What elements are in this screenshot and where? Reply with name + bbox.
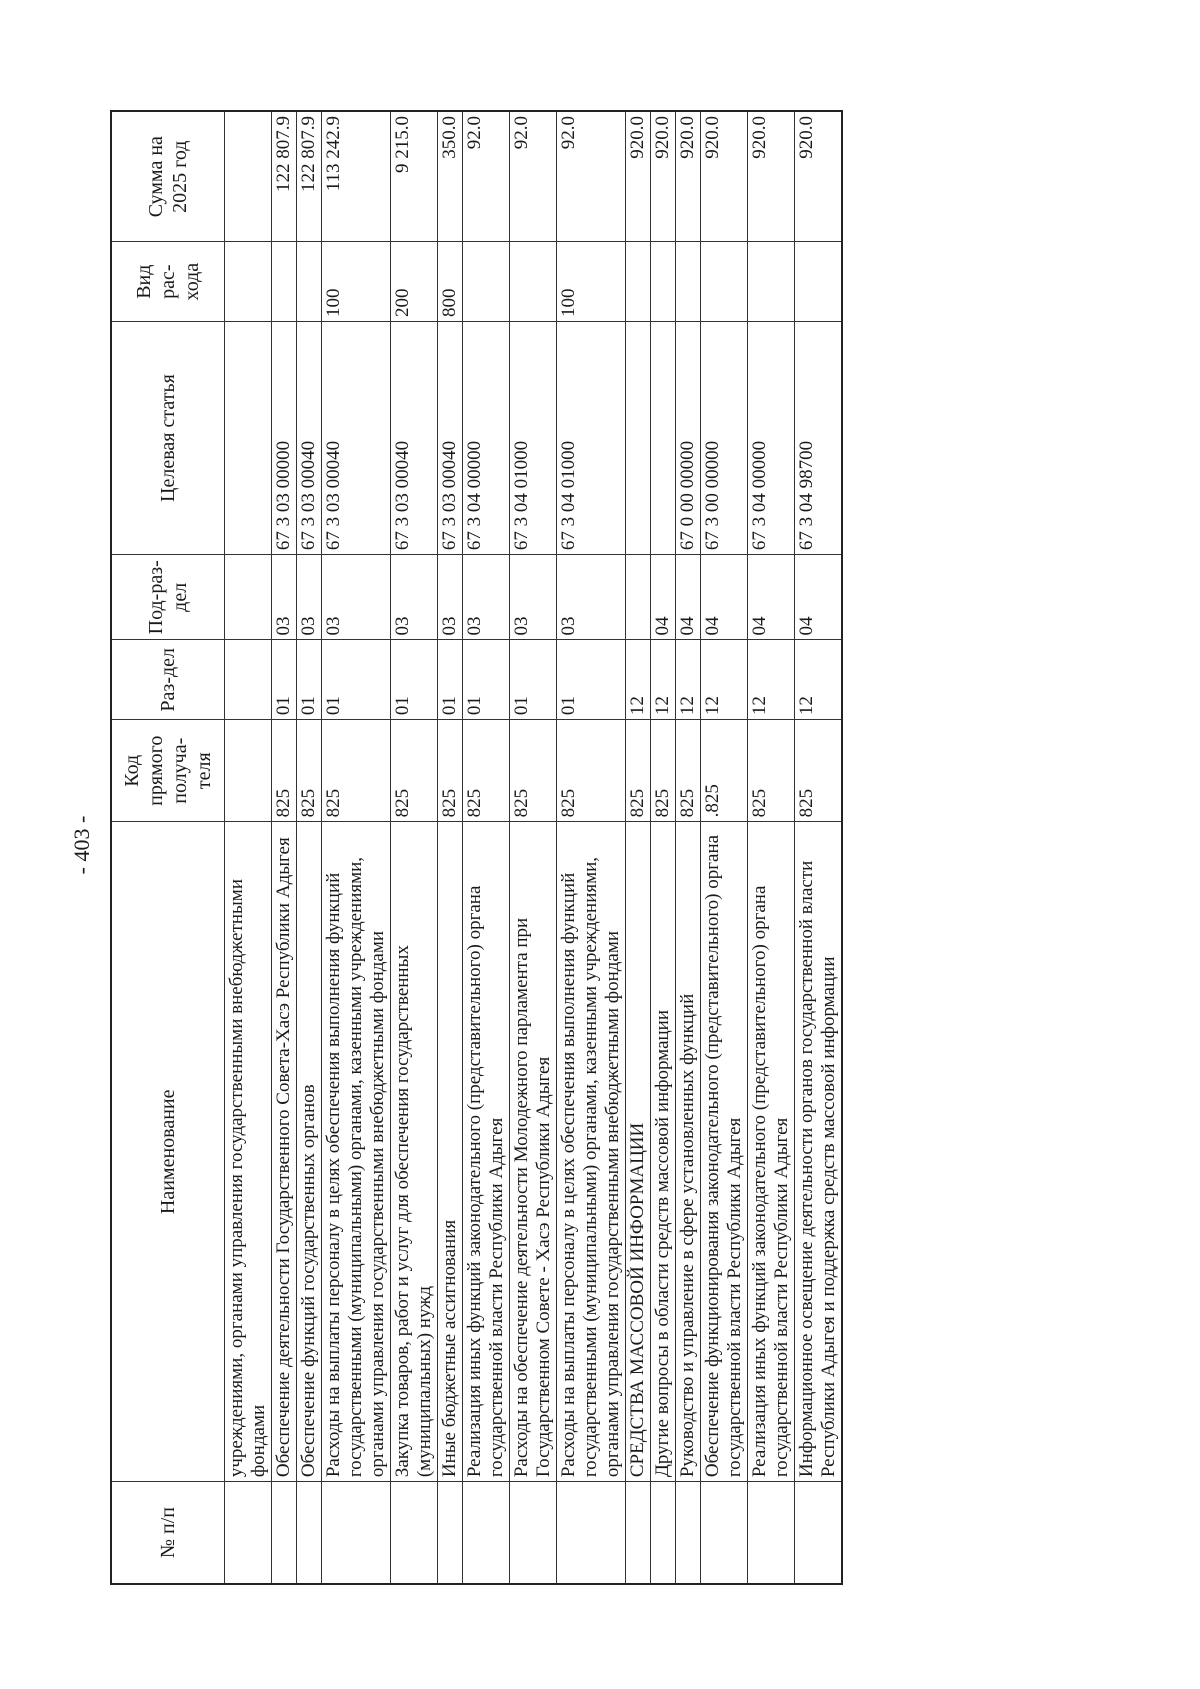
cell-num bbox=[463, 1482, 510, 1584]
cell-target bbox=[651, 321, 676, 554]
cell-code: 825 bbox=[463, 720, 510, 822]
cell-section: 01 bbox=[463, 640, 510, 720]
cell-target bbox=[225, 321, 272, 554]
table-row bbox=[272, 111, 297, 1584]
cell-sum: 920.0 bbox=[651, 111, 676, 242]
table-row bbox=[463, 111, 510, 1584]
cell-target: 67 3 04 00000 bbox=[748, 321, 795, 554]
cell-subsection: 04 bbox=[701, 555, 748, 640]
table-row bbox=[438, 111, 463, 1584]
cell-section: 01 bbox=[322, 640, 391, 720]
cell-expense: 100 bbox=[557, 242, 626, 322]
header-num: № п/п bbox=[111, 1482, 225, 1584]
header-section: Раз-дел bbox=[111, 640, 225, 720]
header-expense: Вид рас-хода bbox=[111, 242, 225, 322]
cell-code: 825 bbox=[391, 720, 438, 822]
cell-name: Обеспечение функционирования законодательного (представительного) органа государственной власти Республики Адыгея bbox=[701, 822, 748, 1482]
cell-target: 67 3 03 00040 bbox=[322, 321, 391, 554]
cell-section: 12 bbox=[701, 640, 748, 720]
cell-num bbox=[795, 1482, 843, 1584]
cell-sum: 9 215.0 bbox=[391, 111, 438, 242]
cell-subsection bbox=[626, 555, 651, 640]
cell-target: 67 0 00 00000 bbox=[676, 321, 701, 554]
table-row bbox=[795, 111, 843, 1584]
cell-section: 12 bbox=[626, 640, 651, 720]
cell-target: 67 3 04 01000 bbox=[510, 321, 557, 554]
cell-num bbox=[225, 1482, 272, 1584]
cell-subsection bbox=[225, 555, 272, 640]
table-row bbox=[651, 111, 676, 1584]
cell-num bbox=[676, 1482, 701, 1584]
cell-subsection: 03 bbox=[322, 555, 391, 640]
cell-target: 67 3 00 00000 bbox=[701, 321, 748, 554]
table-row bbox=[557, 111, 626, 1584]
cell-num bbox=[438, 1482, 463, 1584]
cell-subsection: 03 bbox=[438, 555, 463, 640]
header-name: Наименование bbox=[111, 822, 225, 1482]
cell-sum: 920.0 bbox=[626, 111, 651, 242]
cell-section bbox=[225, 640, 272, 720]
cell-num bbox=[651, 1482, 676, 1584]
cell-sum: 92.0 bbox=[557, 111, 626, 242]
cell-num bbox=[626, 1482, 651, 1584]
table-row bbox=[510, 111, 557, 1584]
cell-target: 67 3 04 00000 bbox=[463, 321, 510, 554]
cell-expense bbox=[510, 242, 557, 322]
cell-expense bbox=[795, 242, 843, 322]
cell-expense bbox=[463, 242, 510, 322]
cell-name: Обеспечение деятельности Государственного Совета-Хасэ Республики Адыгея bbox=[272, 822, 297, 1482]
cell-sum: 920.0 bbox=[748, 111, 795, 242]
cell-num bbox=[297, 1482, 322, 1584]
cell-name: Руководство и управление в сфере установленных функций bbox=[676, 822, 701, 1482]
cell-expense bbox=[748, 242, 795, 322]
header-subsection: Под-раз-дел bbox=[111, 555, 225, 640]
cell-subsection: 03 bbox=[557, 555, 626, 640]
cell-expense bbox=[272, 242, 297, 322]
cell-target: 67 3 03 00040 bbox=[297, 321, 322, 554]
cell-section: 01 bbox=[557, 640, 626, 720]
cell-name: Реализация иных функций законодательного (представительного) органа государственной власти Республики Адыгея bbox=[463, 822, 510, 1482]
cell-subsection: 03 bbox=[510, 555, 557, 640]
cell-code: 825 bbox=[272, 720, 297, 822]
cell-code: 825 bbox=[322, 720, 391, 822]
cell-expense bbox=[626, 242, 651, 322]
cell-target: 67 3 03 00000 bbox=[272, 321, 297, 554]
cell-code bbox=[225, 720, 272, 822]
cell-expense bbox=[701, 242, 748, 322]
cell-sum: 920.0 bbox=[676, 111, 701, 242]
budget-table bbox=[110, 110, 843, 1585]
cell-num bbox=[557, 1482, 626, 1584]
table-row bbox=[322, 111, 391, 1584]
table-row bbox=[626, 111, 651, 1584]
cell-section: 12 bbox=[676, 640, 701, 720]
cell-num bbox=[322, 1482, 391, 1584]
cell-section: 01 bbox=[438, 640, 463, 720]
cell-name: Расходы на выплаты персоналу в целях обеспечения выполнения функций государственными (муниципальными) органами, казенными учреждениями, органами управления государственными внебюджетными фондами bbox=[557, 822, 626, 1482]
page-number: - 403 - bbox=[69, 815, 94, 875]
header-code: Код прямого получа-теля bbox=[111, 720, 225, 822]
cell-name: Расходы на выплаты персоналу в целях обеспечения выполнения функций государственными (муниципальными) органами, казенными учреждениями, органами управления государственными внебюджетными фондами bbox=[322, 822, 391, 1482]
cell-subsection: 04 bbox=[748, 555, 795, 640]
cell-expense bbox=[297, 242, 322, 322]
header-target: Целевая статья bbox=[111, 321, 225, 554]
cell-target: 67 3 04 98700 bbox=[795, 321, 843, 554]
cell-code: 825 bbox=[676, 720, 701, 822]
cell-subsection: 03 bbox=[272, 555, 297, 640]
cell-sum: 350.0 bbox=[438, 111, 463, 242]
cell-subsection: 03 bbox=[297, 555, 322, 640]
cell-name: Закупка товаров, работ и услуг для обеспечения государственных (муниципальных) нужд bbox=[391, 822, 438, 1482]
cell-expense: 800 bbox=[438, 242, 463, 322]
cell-num bbox=[391, 1482, 438, 1584]
cell-sum: 92.0 bbox=[510, 111, 557, 242]
table-row bbox=[748, 111, 795, 1584]
cell-name: СРЕДСТВА МАССОВОЙ ИНФОРМАЦИИ bbox=[626, 822, 651, 1482]
cell-code: 825 bbox=[557, 720, 626, 822]
cell-code: 825 bbox=[510, 720, 557, 822]
table-header-row bbox=[111, 111, 225, 1584]
cell-sum: 920.0 bbox=[795, 111, 843, 242]
cell-code: .825 bbox=[701, 720, 748, 822]
cell-target: 67 3 03 00040 bbox=[438, 321, 463, 554]
cell-section: 01 bbox=[272, 640, 297, 720]
cell-subsection: 03 bbox=[463, 555, 510, 640]
cell-name: учреждениями, органами управления государственными внебюджетными фондами bbox=[225, 822, 272, 1482]
cell-name: Информационное освещение деятельности органов государственной власти Республики Адыгея и поддержка средств массовой информации bbox=[795, 822, 843, 1482]
cell-code: 825 bbox=[438, 720, 463, 822]
cell-num bbox=[701, 1482, 748, 1584]
cell-expense: 100 bbox=[322, 242, 391, 322]
cell-section: 12 bbox=[651, 640, 676, 720]
cell-subsection: 03 bbox=[391, 555, 438, 640]
cell-num bbox=[748, 1482, 795, 1584]
table-row bbox=[676, 111, 701, 1584]
cell-code: 825 bbox=[795, 720, 843, 822]
cell-expense: 200 bbox=[391, 242, 438, 322]
budget-sheet bbox=[110, 110, 1065, 1585]
cell-name: Другие вопросы в области средств массовой информации bbox=[651, 822, 676, 1482]
cell-code: 825 bbox=[626, 720, 651, 822]
cell-code: 825 bbox=[297, 720, 322, 822]
cell-sum: 122 807.9 bbox=[272, 111, 297, 242]
cell-target: 67 3 03 00040 bbox=[391, 321, 438, 554]
header-sum: Сумма на 2025 год bbox=[111, 111, 225, 242]
cell-expense bbox=[651, 242, 676, 322]
cell-subsection: 04 bbox=[651, 555, 676, 640]
cell-sum: 92.0 bbox=[463, 111, 510, 242]
cell-target: 67 3 04 01000 bbox=[557, 321, 626, 554]
cell-name: Расходы на обеспечение деятельности Молодежного парламента при Государственном Совете - Хасэ Республики Адыгея bbox=[510, 822, 557, 1482]
cell-section: 01 bbox=[297, 640, 322, 720]
cell-code: 825 bbox=[748, 720, 795, 822]
cell-code: 825 bbox=[651, 720, 676, 822]
cell-subsection: 04 bbox=[795, 555, 843, 640]
cell-name: Обеспечение функций государственных органов bbox=[297, 822, 322, 1482]
cell-section: 12 bbox=[795, 640, 843, 720]
cell-section: 01 bbox=[391, 640, 438, 720]
table-row bbox=[225, 111, 272, 1584]
table-row bbox=[391, 111, 438, 1584]
table-row bbox=[701, 111, 748, 1584]
table-body bbox=[225, 111, 843, 1584]
cell-target bbox=[626, 321, 651, 554]
cell-section: 12 bbox=[748, 640, 795, 720]
cell-num bbox=[510, 1482, 557, 1584]
cell-num bbox=[272, 1482, 297, 1584]
cell-name: Реализация иных функций законодательного (представительного) органа государственной власти Республики Адыгея bbox=[748, 822, 795, 1482]
cell-expense bbox=[676, 242, 701, 322]
cell-sum: 122 807.9 bbox=[297, 111, 322, 242]
cell-sum: 920.0 bbox=[701, 111, 748, 242]
cell-section: 01 bbox=[510, 640, 557, 720]
cell-subsection: 04 bbox=[676, 555, 701, 640]
cell-sum bbox=[225, 111, 272, 242]
table-row bbox=[297, 111, 322, 1584]
cell-sum: 113 242.9 bbox=[322, 111, 391, 242]
cell-name: Иные бюджетные ассигнования bbox=[438, 822, 463, 1482]
cell-expense bbox=[225, 242, 272, 322]
